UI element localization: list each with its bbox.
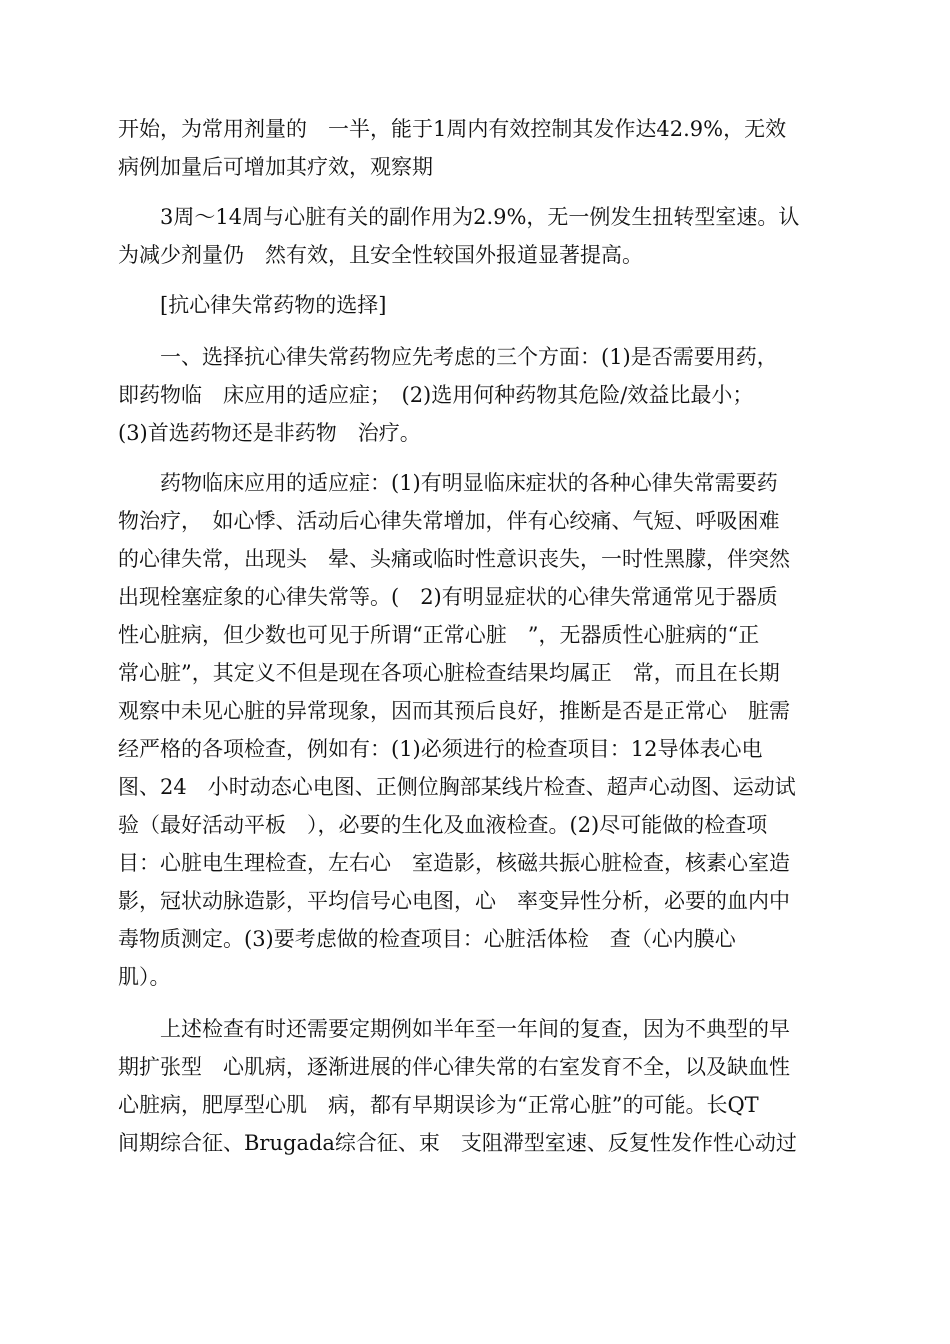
paragraph-4 — [118, 464, 840, 996]
text-line: 常心脏”，其定义不但是现在各项心脏检查结果均属正 常，而且在长期 — [118, 661, 780, 685]
paragraph-2 — [118, 198, 840, 274]
paragraph-3 — [118, 338, 840, 452]
text-line: 影，冠状动脉造影，平均信号心电图，心 率变异性分析，必要的血内中 — [118, 889, 790, 913]
text-line: 即药物临 床应用的适应症； (2)选用何种药物其危险/效益比最小； — [118, 383, 754, 407]
text-line: 目：心脏电生理检查，左右心 室造影，核磁共振心脏检查，核素心室造 — [118, 851, 790, 875]
text-line: 性心脏病，但少数也可见于所谓“正常心脏 ”，无器质性心脏病的“正 — [118, 623, 760, 647]
text-line: 上述检查有时还需要定期例如半年至一年间的复查，因为不典型的早 — [160, 1017, 790, 1041]
text-line: 经严格的各项检查，例如有：(1)必须进行的检查项目：12导体表心电 — [118, 737, 763, 761]
text-line: 肌）。 — [118, 965, 171, 989]
text-line: 3周～14周与心脏有关的副作用为2.9%，无一例发生扭转型室速。认 — [160, 205, 800, 229]
text-line: 图、24 小时动态心电图、正侧位胸部某线片检查、超声心动图、运动试 — [118, 775, 796, 799]
text-line: 为减少剂量仍 然有效，且安全性较国外报道显著提高。 — [118, 243, 643, 267]
text-line: 病例加量后可增加其疗效，观察期 — [118, 155, 433, 179]
heading-line: [抗心律失常药物的选择] — [160, 293, 387, 317]
text-line: 的心律失常，出现头 晕、头痛或临时性意识丧失，一时性黑朦，伴突然 — [118, 547, 790, 571]
text-line: 一、选择抗心律失常药物应先考虑的三个方面：(1)是否需要用药， — [160, 345, 778, 369]
section-heading — [118, 286, 840, 324]
text-line: 开始，为常用剂量的 一半，能于1周内有效控制其发作达42.9%，无效 — [118, 117, 787, 141]
text-line: 期扩张型 心肌病，逐渐进展的伴心律失常的右室发育不全，以及缺血性 — [118, 1055, 790, 1079]
text-line: 间期综合征、Brugada综合征、束 支阻滞型室速、反复性发作性心动过 — [118, 1131, 797, 1155]
text-line: 药物临床应用的适应症：(1)有明显临床症状的各种心律失常需要药 — [160, 471, 778, 495]
text-line: 物治疗， 如心悸、活动后心律失常增加，伴有心绞痛、气短、呼吸困难 — [118, 509, 780, 533]
text-line: 验（最好活动平板 ），必要的生化及血液检查。(2)尽可能做的检查项 — [118, 813, 768, 837]
text-line: 出现栓塞症象的心律失常等。( 2)有明显症状的心律失常通常见于器质 — [118, 585, 778, 609]
text-line: 毒物质测定。(3)要考虑做的检查项目：心脏活体检 查（心内膜心 — [118, 927, 736, 951]
paragraph-1 — [118, 110, 840, 186]
document-page — [118, 110, 840, 1162]
paragraph-5 — [118, 1010, 840, 1162]
text-line: 心脏病，肥厚型心肌 病，都有早期误诊为“正常心脏”的可能。长QT — [118, 1093, 759, 1117]
text-line: 观察中未见心脏的异常现象，因而其预后良好，推断是否是正常心 脏需 — [118, 699, 790, 723]
text-line: (3)首选药物还是非药物 治疗。 — [118, 421, 421, 445]
